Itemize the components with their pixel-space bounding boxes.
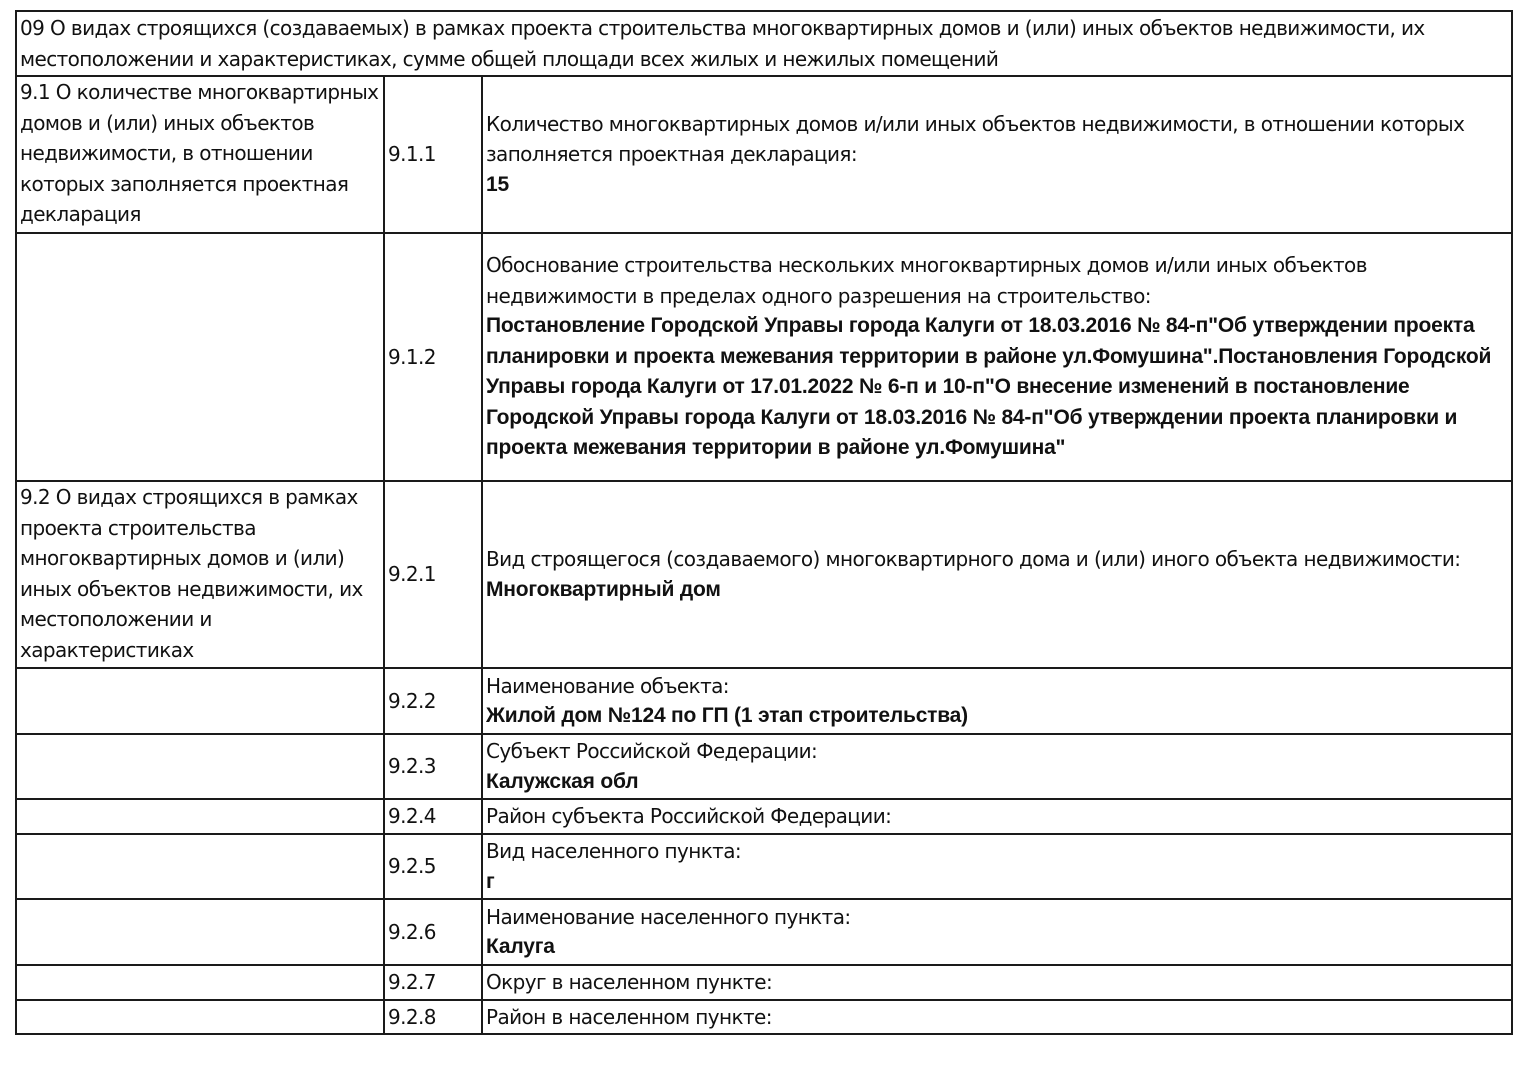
item-label: Обоснование строительства нескольких многоквартирных домов и/или иных объектов недвижимости в пределах одного разрешения на строительство: [486, 253, 1367, 308]
item-value: Постановление Городской Управы города Калуги от 18.03.2016 № 84-п"Об утверждении проекта планировки и проекта межевания территории в районе ул.Фомушина".Постановления Городской Управы города Калуги от 17.01.2022 № 6-п и 10-п"О внесение изменений в постановление Городской Управы города Калуги от 18.03.2016 № 84-п"Об утверждении проекта планировки и проекта межевания территории в районе ул.Фомушина" [486, 314, 1492, 460]
item-value: Калуга [486, 935, 555, 958]
table-row [16, 233, 1512, 481]
section-title [16, 965, 384, 1000]
item-code: 9.2.7 [384, 965, 482, 1000]
item-cell [482, 799, 1512, 834]
item-cell [482, 481, 1512, 668]
table-row [16, 734, 1512, 799]
item-label: Наименование объекта: [486, 673, 729, 698]
item-cell [482, 834, 1512, 899]
item-label: Субъект Российской Федерации: [486, 739, 818, 763]
item-cell [482, 76, 1512, 233]
item-value: Калужская обл [486, 769, 639, 793]
header-row [16, 11, 1512, 76]
item-value: Жилой дом №124 по ГП (1 этап строительства) [486, 704, 968, 727]
item-code: 9.2.2 [384, 668, 482, 734]
item-code: 9.2.5 [384, 834, 482, 899]
item-cell [482, 965, 1512, 1000]
item-cell [482, 233, 1512, 481]
section-title [16, 834, 384, 899]
item-cell [482, 899, 1512, 965]
declaration-table [15, 10, 1513, 1035]
section-title [16, 668, 384, 734]
item-label: Вид населенного пункта: [486, 839, 742, 863]
section-title [16, 899, 384, 965]
item-code: 9.2.1 [384, 481, 482, 668]
table-row [16, 481, 1512, 668]
item-label: Район субъекта Российской Федерации: [486, 804, 892, 829]
table-row [16, 899, 1512, 965]
item-label: Количество многоквартирных домов и/или иных объектов недвижимости, в отношении которых заполняется проектная декларация: [486, 111, 1465, 167]
item-code: 9.2.4 [384, 799, 482, 834]
item-label: Вид строящегося (создаваемого) многоквартирного дома и (или) иного объекта недвижимости: [486, 547, 1461, 571]
item-label: Район в населенном пункте: [486, 1004, 772, 1029]
table-row [16, 76, 1512, 233]
item-code: 9.2.3 [384, 734, 482, 799]
section-title: 9.1 О количестве многоквартирных домов и (или) иных объектов недвижимости, в отношении которых заполняется проектная декларация [16, 76, 384, 233]
item-value: 15 [486, 172, 509, 196]
table-row [16, 668, 1512, 734]
section-title [16, 233, 384, 481]
item-code: 9.1.1 [384, 76, 482, 233]
section-title [16, 734, 384, 799]
item-label: Округ в населенном пункте: [486, 970, 773, 995]
item-value: Многоквартирный дом [486, 577, 721, 601]
item-code: 9.2.8 [384, 1000, 482, 1034]
section-title [16, 799, 384, 834]
table-row [16, 834, 1512, 899]
item-code: 9.2.6 [384, 899, 482, 965]
section-title [16, 1000, 384, 1034]
item-code: 9.1.2 [384, 233, 482, 481]
item-cell [482, 668, 1512, 734]
item-label: Наименование населенного пункта: [486, 904, 851, 929]
item-cell [482, 734, 1512, 799]
item-value: г [486, 869, 495, 893]
table-row [16, 965, 1512, 1000]
section-title: 9.2 О видах строящихся в рамках проекта строительства многоквартирных домов и (или) иных объектов недвижимости, их местоположении и характеристиках [16, 481, 384, 668]
item-cell [482, 1000, 1512, 1034]
table-row [16, 799, 1512, 834]
table-row [16, 1000, 1512, 1034]
section-header: 09 О видах строящихся (создаваемых) в рамках проекта строительства многоквартирных домов и (или) иных объектов недвижимости, их местоположении и характеристиках, сумме общей площади всех жилых и нежилых помещений [16, 11, 1512, 76]
